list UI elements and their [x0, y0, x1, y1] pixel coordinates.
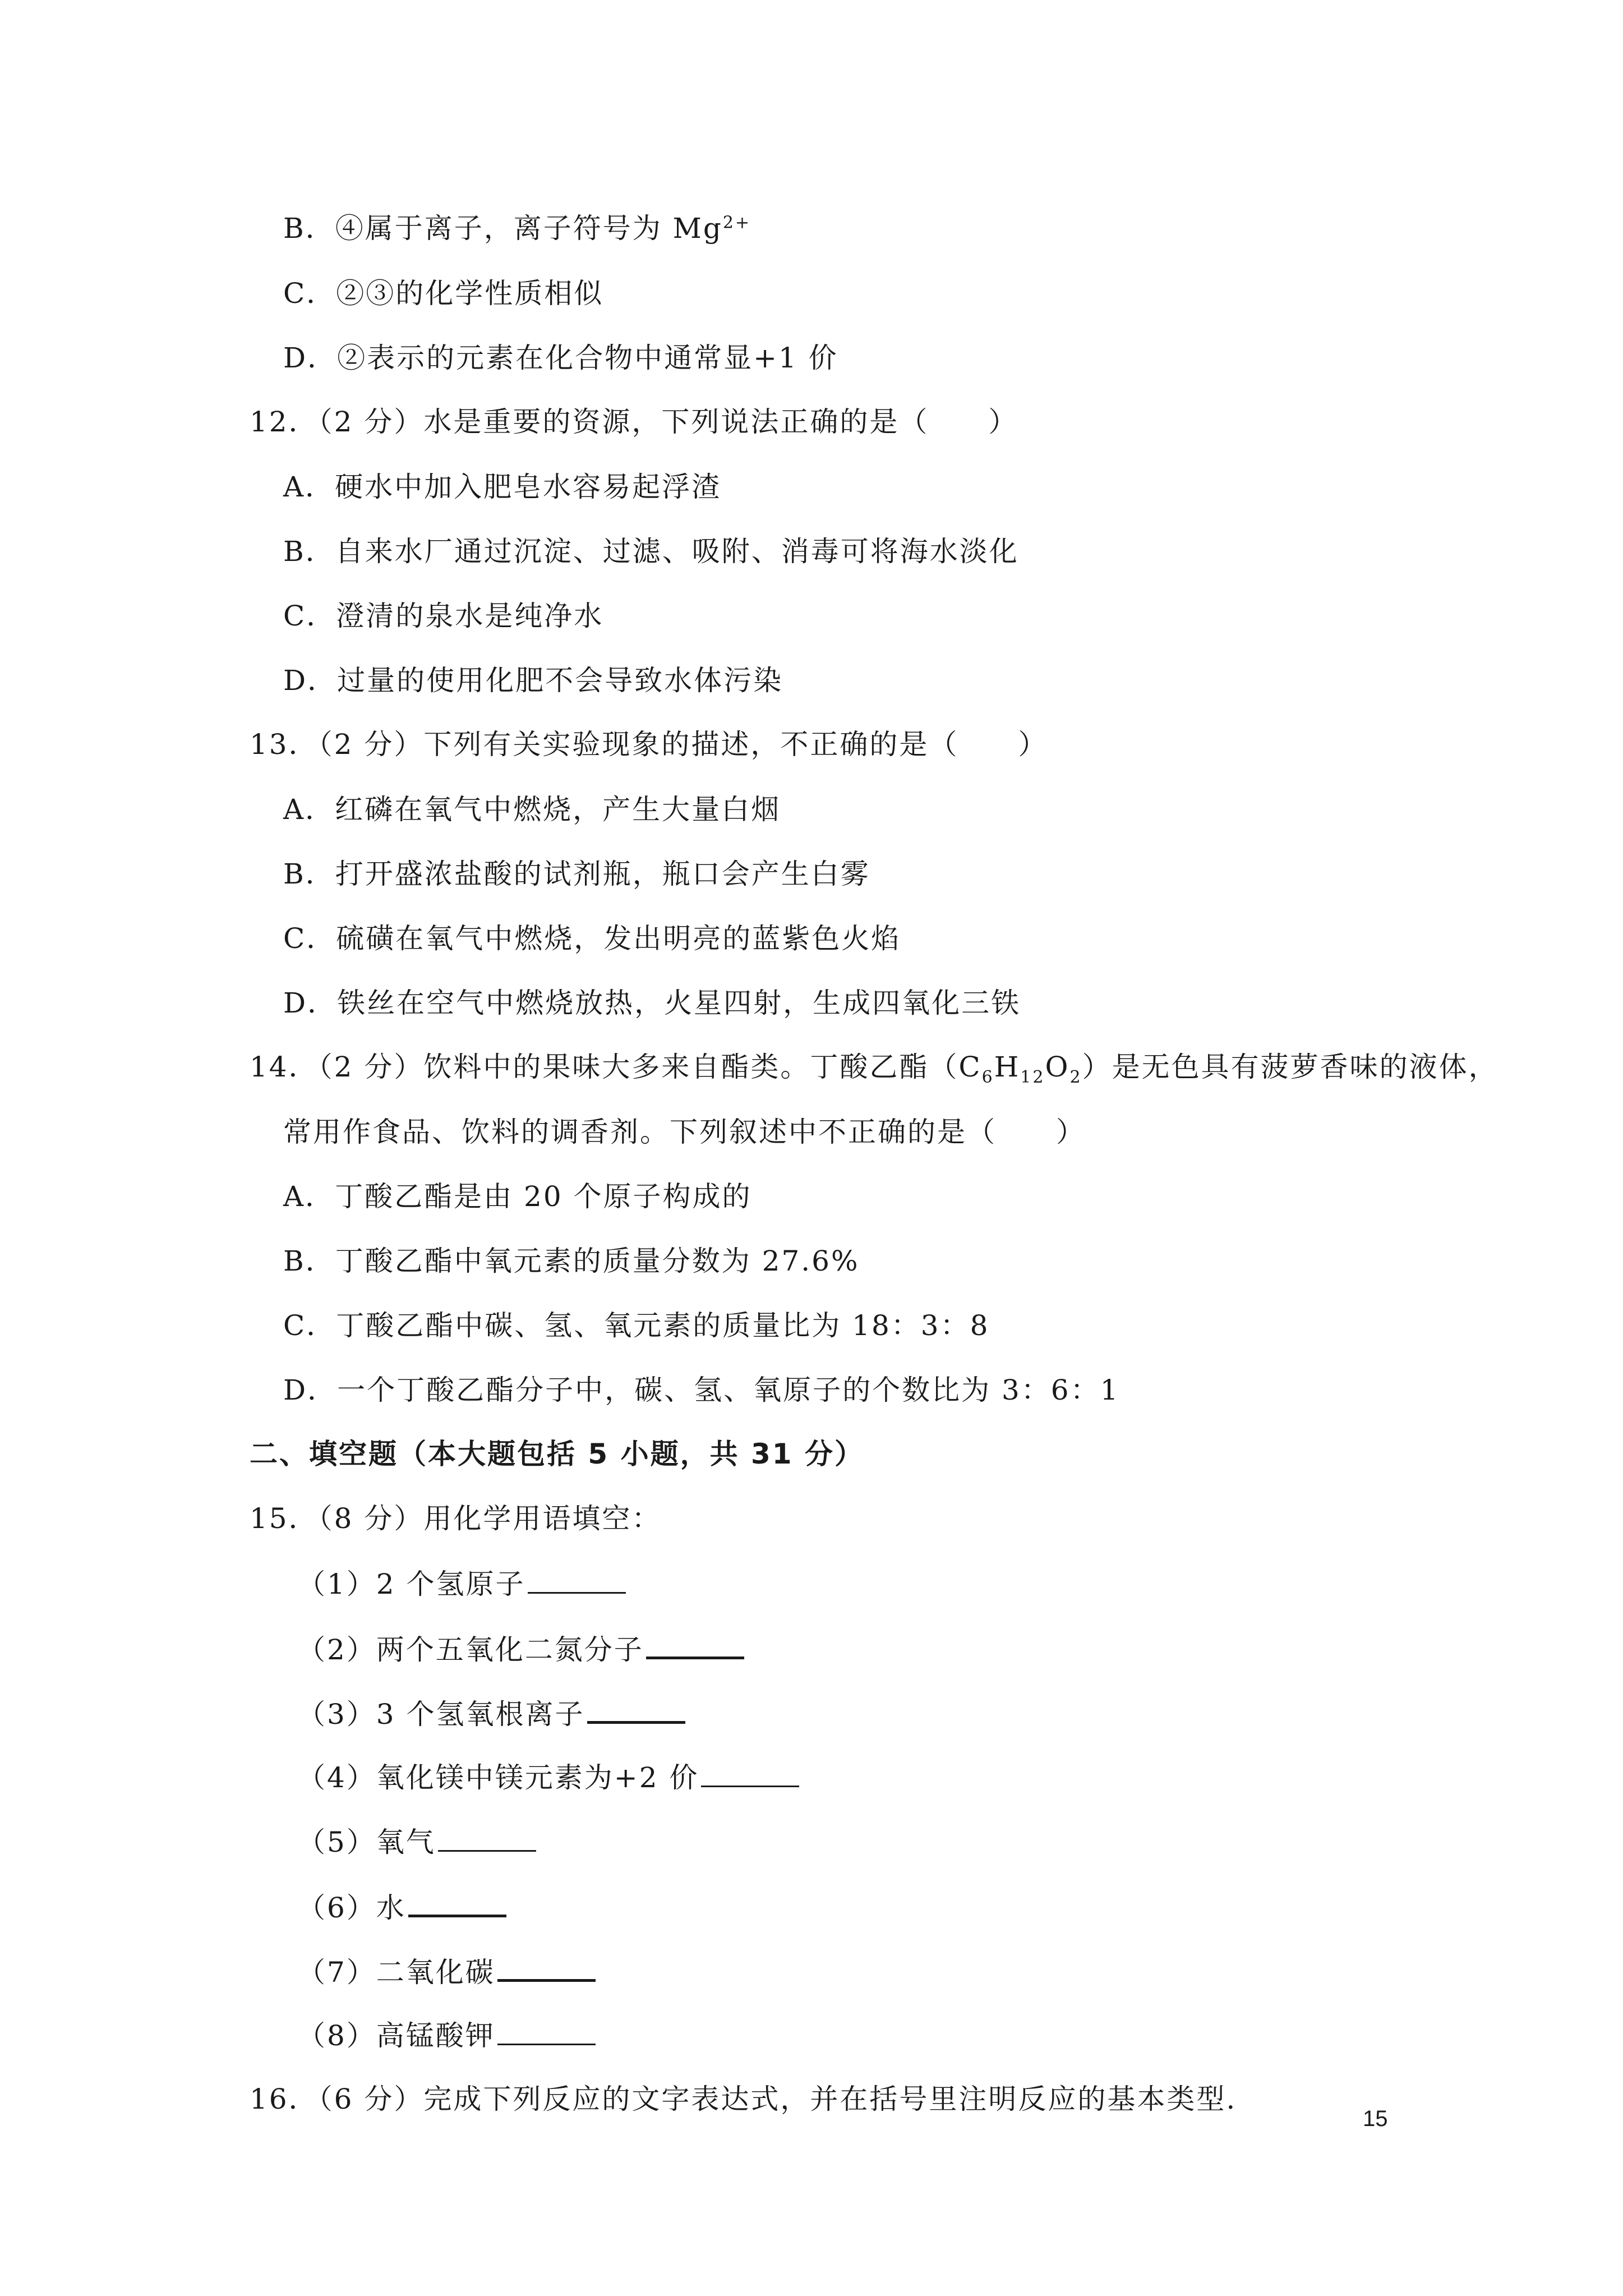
q12-stem: 12．（2 分）水是重要的资源，下列说法正确的是（ ）: [250, 406, 1018, 438]
q14-stem-continued: 常用作食品、饮料的调香剂。下列叙述中不正确的是（ ）: [283, 1116, 1086, 1148]
q11-option-b-charge: 2+: [722, 213, 751, 233]
q15-item-6-blank[interactable]: [408, 1889, 506, 1917]
q15-item-5-label: （5）氧气: [297, 1826, 436, 1858]
q12-option-d: D．过量的使用化肥不会导致水体污染: [283, 664, 783, 697]
q15-item-5-blank[interactable]: [438, 1824, 536, 1852]
q15-item-2-label: （2）两个五氧化二氮分子: [297, 1634, 644, 1666]
q14-option-d: D．一个丁酸乙酯分子中，碳、氢、氧原子的个数比为 3：6：1: [283, 1374, 1120, 1406]
q15-item-3-blank[interactable]: [587, 1695, 685, 1724]
q11-option-c: C．②③的化学性质相似: [283, 277, 604, 310]
q14-option-a: A．丁酸乙酯是由 20 个原子构成的: [283, 1180, 752, 1213]
q15-item-6: [297, 1889, 506, 1925]
q15-item-4-label: （4）氧化镁中镁元素为+2 价: [297, 1761, 699, 1794]
q14-formula-o-sub: 2: [1069, 1068, 1082, 1087]
q13-option-a: A．红磷在氧气中燃烧，产生大量白烟: [283, 793, 781, 826]
q15-item-8: [297, 2018, 596, 2053]
q13-stem: 13．（2 分）下列有关实验现象的描述，不正确的是（ ）: [250, 728, 1048, 761]
q14-formula-o: O: [1045, 1051, 1070, 1083]
q14-formula-h: H: [994, 1051, 1021, 1083]
q16-stem: 16．（6 分）完成下列反应的文字表达式，并在括号里注明反应的基本类型.: [250, 2083, 1237, 2115]
q15-item-6-label: （6）水: [297, 1892, 406, 1924]
q13-option-c: C．硫磺在氧气中燃烧，发出明亮的蓝紫色火焰: [283, 922, 901, 955]
q15-item-7-blank[interactable]: [497, 1953, 596, 1982]
q15-item-3: [297, 1695, 685, 1731]
q14-stem-end: ）是无色具有菠萝香味的液体，: [1082, 1051, 1498, 1083]
q14-stem-start: 14．（2 分）饮料中的果味大多来自酯类。丁酸乙酯（C: [250, 1051, 982, 1083]
page-number: 15: [1363, 2106, 1388, 2131]
q14-option-c: C．丁酸乙酯中碳、氢、氧元素的质量比为 18：3：8: [283, 1309, 990, 1342]
q15-stem: 15．（8 分）用化学用语填空：: [250, 1502, 662, 1535]
q14-formula-h-sub: 12: [1020, 1068, 1045, 1087]
q15-item-1-blank[interactable]: [528, 1566, 626, 1594]
section-2-heading: 二、填空题（本大题包括 5 小题，共 31 分）: [250, 1438, 864, 1470]
q15-item-8-blank[interactable]: [497, 2018, 596, 2045]
q13-option-d: D．铁丝在空气中燃烧放热，火星四射，生成四氧化三铁: [283, 987, 1021, 1019]
q15-item-2-blank[interactable]: [646, 1631, 744, 1659]
q11-option-b: [283, 211, 751, 245]
q14-stem: [250, 1050, 1498, 1087]
q15-item-4-blank[interactable]: [701, 1760, 799, 1787]
q15-item-7-label: （7）二氧化碳: [297, 1956, 495, 1989]
q15-item-7: [297, 1953, 596, 1989]
q14-option-b: B．丁酸乙酯中氧元素的质量分数为 27.6%: [283, 1245, 860, 1277]
q15-item-4: [297, 1760, 799, 1795]
q12-option-c: C．澄清的泉水是纯净水: [283, 600, 604, 632]
q15-item-8-label: （8）高锰酸钾: [297, 2019, 495, 2052]
q15-item-5: [297, 1824, 536, 1859]
q15-item-3-label: （3）3 个氢氧根离子: [297, 1698, 585, 1731]
q11-option-d: D．②表示的元素在化合物中通常显+1 价: [283, 342, 838, 374]
q13-option-b: B．打开盛浓盐酸的试剂瓶，瓶口会产生白雾: [283, 858, 870, 890]
q12-option-b: B．自来水厂通过沉淀、过滤、吸附、消毒可将海水淡化: [283, 535, 1019, 568]
q15-item-2: [297, 1631, 744, 1667]
q15-item-1: [297, 1566, 626, 1601]
q14-formula-c-sub: 6: [981, 1068, 994, 1087]
q15-item-1-label: （1）2 个氢原子: [297, 1568, 525, 1600]
q12-option-a: A．硬水中加入肥皂水容易起浮渣: [283, 471, 722, 503]
q11-option-b-text: B．④属于离子，离子符号为 Mg: [283, 212, 723, 245]
